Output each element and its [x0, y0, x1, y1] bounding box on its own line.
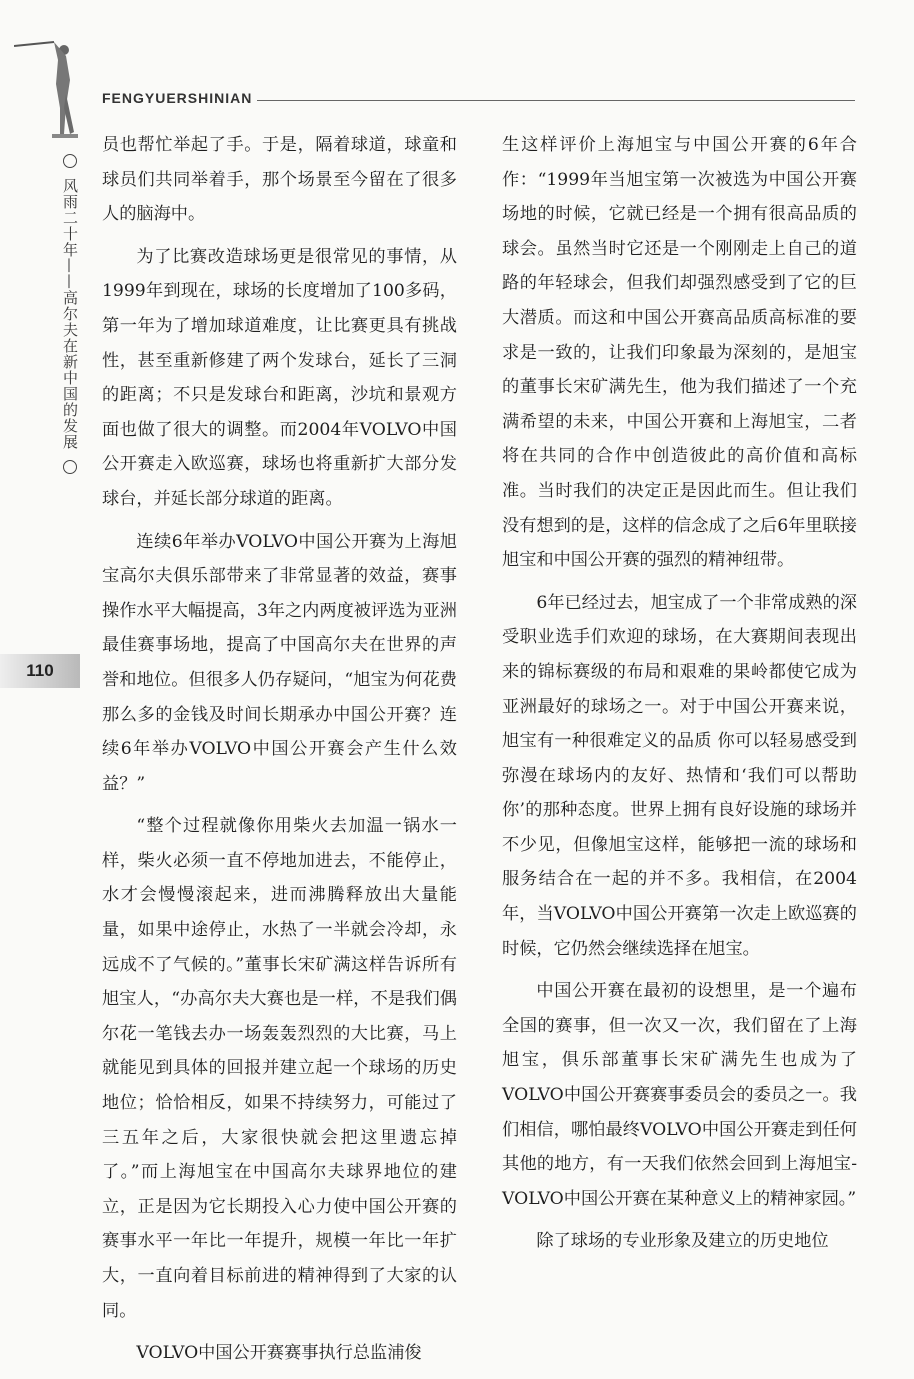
paragraph: VOLVO中国公开赛赛事执行总监浦俊	[136, 1343, 422, 1364]
side-title-text: 风雨二十年——高尔夫在新中国的发展	[61, 177, 79, 450]
circle-ornament-icon	[63, 460, 77, 474]
right-text-column	[502, 128, 857, 1267]
paragraph: “整个过程就像你用柴火去加温一锅水一样，柴火必须一直不停地加进去，不能停止，水才会慢慢滚起来，进而沸腾释放出大量能量，如果中途停止，水热了一半就会冷却，永远成不了气候的。”董事长宋矿满这样告诉所有旭宝人，“办高尔夫大赛也是一样，不是我们偶尔花一笔钱去办一场轰轰烈烈的大比赛，马上就能见到具体的回报并建立起一个球场的历史地位；恰恰相反，如果不持续努力，可能过了三五年之后，大家很快就会把这里遗忘掉了。”而上海旭宝在中国高尔夫球界地位的建立，正是因为它长期投入心力使中国公开赛的赛事水平一年比一年提升，规模一年比一年扩大，一直向着目标前进的精神得到了大家的认同。	[102, 816, 457, 1321]
paragraph: 为了比赛改造球场更是很常见的事情，从1999年到现在，球场的长度增加了100多码，第一年为了增加球道难度，让比赛更具有挑战性，甚至重新修建了两个发球台，延长了三洞的距离；不只是发球台和距离，沙坑和景观方面也做了很大的调整。而2004年VOLVO中国公开赛走入欧巡赛，球场也将重新扩大部分发球台，并延长部分球道的距离。	[102, 246, 457, 509]
paragraph: 连续6年举办VOLVO中国公开赛为上海旭宝高尔夫俱乐部带来了非常显著的效益，赛事操作水平大幅提高，3年之内两度被评选为亚洲最佳赛事场地，提高了中国高尔夫在世界的声誉和地位。但很多人仍存疑问，“旭宝为何花费那么多的金钱及时间长期承办中国公开赛？连续6年举办VOLVO中国公开赛会产生什么效益？”	[102, 531, 457, 794]
paragraph: 生这样评价上海旭宝与中国公开赛的6年合作：“1999年当旭宝第一次被选为中国公开赛场地的时候，它就已经是一个拥有很高品质的球会。虽然当时它还是一个刚刚走上自己的道路的年轻球会，但我们却强烈感受到了它的巨大潜质。而这和中国公开赛高品质高标准的要求是一致的，让我们印象最为深刻的，是旭宝的董事长宋矿满先生，他为我们描述了一个充满希望的未来，中国公开赛和上海旭宝，二者将在共同的合作中创造彼此的高价值和高标准。当时我们的决定正是因此而生。但让我们没有想到的是，这样的信念成了之后6年里联接旭宝和中国公开赛的强烈的精神纽带。	[502, 135, 857, 571]
page-number: 110	[26, 661, 54, 680]
paragraph: 员也帮忙举起了手。于是，隔着球道，球童和球员们共同举着手，那个场景至今留在了很多人的脑海中。	[102, 135, 457, 225]
paragraph: 中国公开赛在最初的设想里，是一个遍布全国的赛事，但一次又一次，我们留在了上海旭宝，俱乐部董事长宋矿满先生也成为了VOLVO中国公开赛赛事委员会的委员之一。我们相信，哪怕最终VOLVO中国公开赛走到任何其他的地方，有一天我们依然会回到上海旭宝-VOLVO中国公开赛在某种意义上的精神家园。”	[502, 981, 857, 1209]
page-number-tab	[0, 654, 80, 688]
golfer-silhouette-icon	[14, 34, 84, 144]
header-rule	[257, 100, 855, 101]
left-text-column	[102, 128, 457, 1379]
circle-ornament-icon	[63, 154, 77, 168]
running-header-title: FENGYUERSHINIAN	[102, 90, 253, 106]
side-vertical-title	[58, 150, 82, 478]
paragraph: 除了球场的专业形象及建立的历史地位	[536, 1231, 829, 1252]
paragraph: 6年已经过去，旭宝成了一个非常成熟的深受职业选手们欢迎的球场，在大赛期间表现出来的锦标赛级的布局和艰难的果岭都使它成为亚洲最好的球场之一。对于中国公开赛来说，旭宝有一种很难定义的品质 你可以轻易感受到弥漫在球场内的友好、热情和‘我们可以帮助你’的那种态度。世界上拥有良好设施的球场并不少见，但像旭宝这样，能够把一流的球场和服务结合在一起的并不多。我相信，在2004年，当VOLVO中国公开赛第一次走上欧巡赛的时候，它仍然会继续选择在旭宝。	[502, 592, 857, 959]
